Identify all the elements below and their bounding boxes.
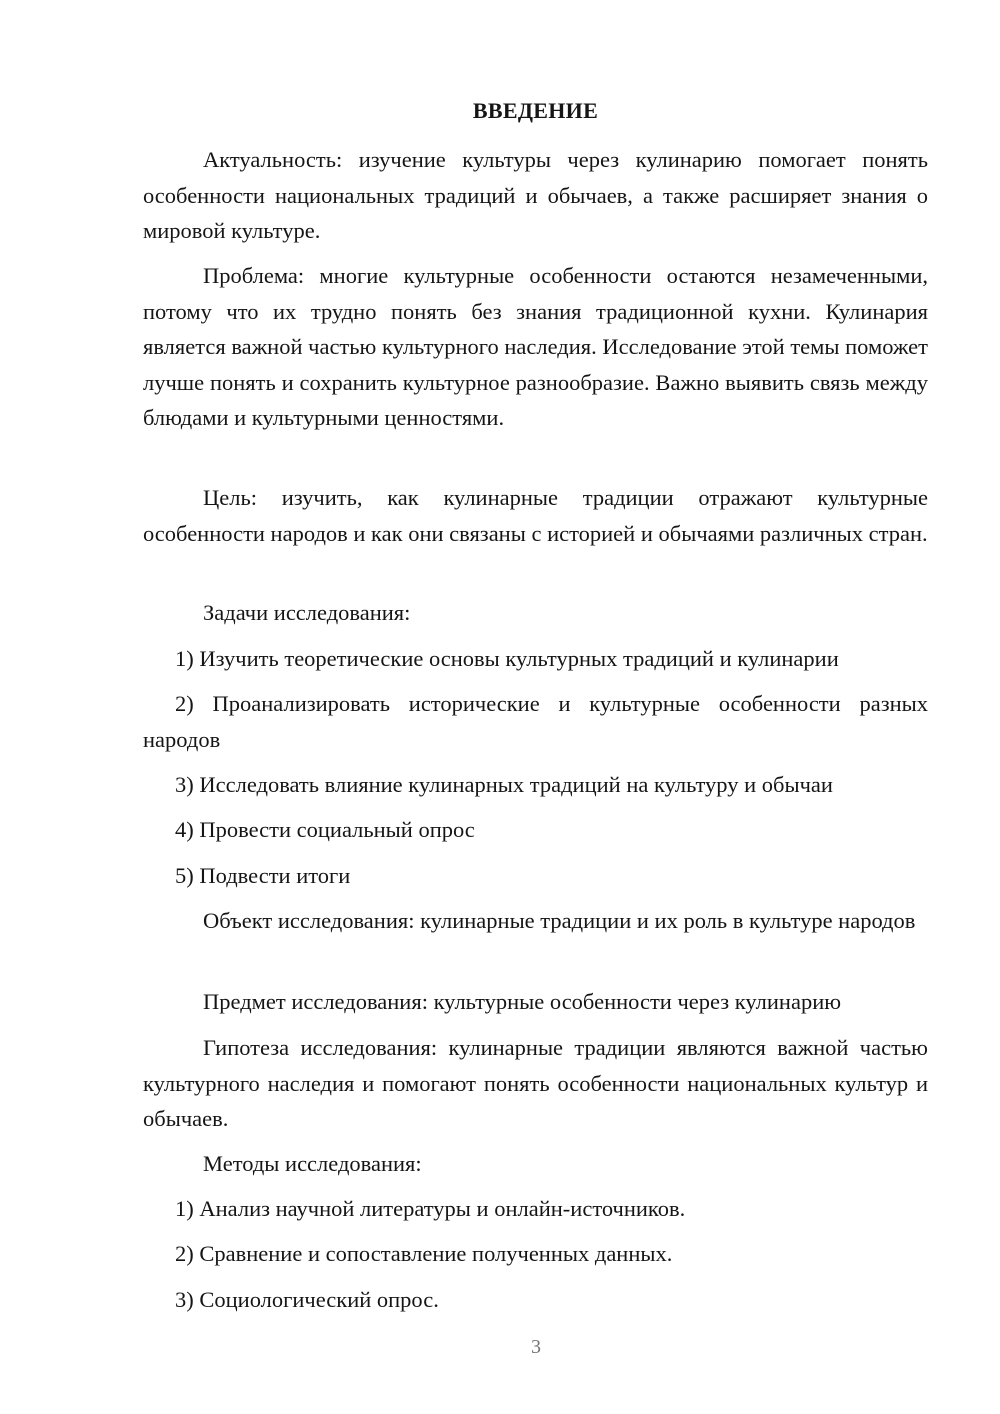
- paragraph-subject: Предмет исследования: культурные особенности через кулинарию: [203, 989, 842, 1014]
- paragraph-hypothesis: Гипотеза исследования: кулинарные традиции являются важной частью культурного наследия и помогают понять особенности национальных культур и обычаев.: [143, 1035, 928, 1131]
- method-item-1: 1) Анализ научной литературы и онлайн-источников.: [175, 1196, 686, 1221]
- page-title: ВВЕДЕНИЕ: [472, 98, 599, 123]
- method-item-3: 3) Социологический опрос.: [175, 1287, 439, 1312]
- paragraph-relevance: Актуальность: изучение культуры через кулинарию помогает понять особенности национальных традиций и обычаев, а также расширяет знания о мировой культуре.: [143, 147, 928, 243]
- task-item-4: 4) Провести социальный опрос: [175, 817, 475, 842]
- task-item-5: 5) Подвести итоги: [175, 863, 351, 888]
- paragraph-goal: Цель: изучить, как кулинарные традиции отражают культурные особенности народов и как они связаны с историей и обычаями различных стран.: [143, 485, 928, 546]
- tasks-heading: Задачи исследования:: [203, 600, 411, 625]
- task-item-1: 1) Изучить теоретические основы культурных традиций и кулинарии: [175, 646, 839, 671]
- methods-heading: Методы исследования:: [203, 1151, 422, 1176]
- paragraph-object: Объект исследования: кулинарные традиции и их роль в культуре народов: [203, 908, 916, 933]
- paragraph-problem: Проблема: многие культурные особенности остаются незамеченными, потому что их трудно понять без знания традиционной кухни. Кулинария является важной частью культурного наследия. Исследование этой темы поможет лучше понять и сохранить культурное разнообразие. Важно выявить связь между блюдами и культурными ценностями.: [143, 263, 928, 430]
- task-item-3: 3) Исследовать влияние кулинарных традиций на культуру и обычаи: [175, 772, 833, 797]
- task-item-2: 2) Проанализировать исторические и культурные особенности разных народов: [143, 691, 928, 752]
- method-item-2: 2) Сравнение и сопоставление полученных данных.: [175, 1241, 673, 1266]
- page-number: 3: [531, 1336, 541, 1358]
